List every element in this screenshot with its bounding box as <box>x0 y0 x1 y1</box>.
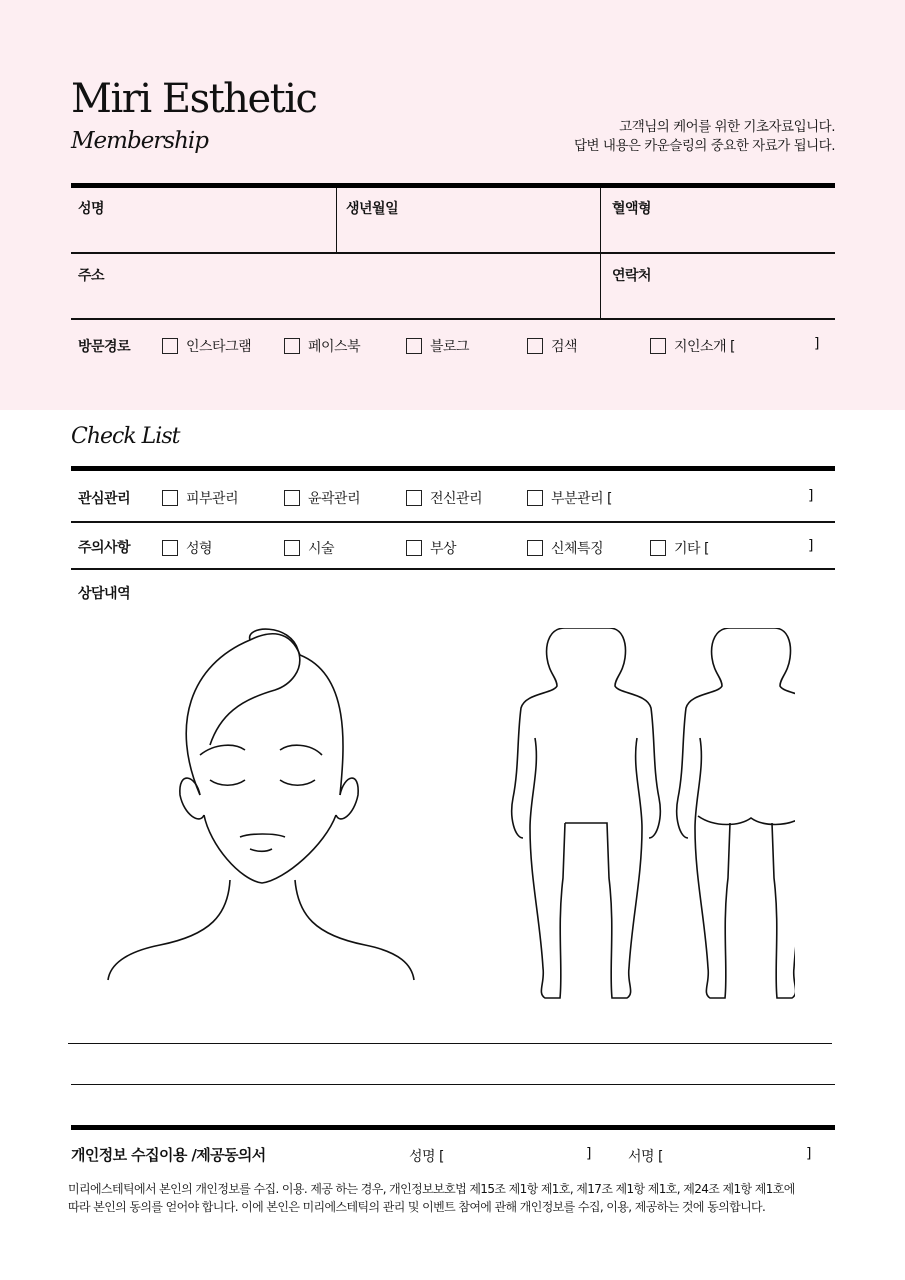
checkbox[interactable] <box>284 490 300 506</box>
face-illustration <box>100 625 430 985</box>
option-label: 기타 [ <box>674 541 709 557</box>
interest-option[interactable] <box>406 488 482 508</box>
consent-name-field[interactable]: 성명 [ <box>409 1149 444 1165</box>
blood-field[interactable]: 혈액형 <box>612 201 652 217</box>
checkbox[interactable] <box>527 338 543 354</box>
checkbox[interactable] <box>406 540 422 556</box>
option-label: 윤곽관리 <box>308 491 361 507</box>
option-label: 전신관리 <box>430 491 483 507</box>
option-label: 성형 <box>186 541 213 557</box>
visit-label: 방문경로 <box>78 339 131 355</box>
name-field[interactable]: 성명 <box>78 201 105 217</box>
bracket-close: ] <box>808 538 813 554</box>
consent-title: 개인정보 수집이용 /제공동의서 <box>71 1146 266 1164</box>
checkbox[interactable] <box>284 338 300 354</box>
checklist-title: Check List <box>71 424 180 449</box>
consent-text <box>68 1180 868 1216</box>
birth-field[interactable]: 생년월일 <box>346 201 399 217</box>
checkbox[interactable] <box>527 540 543 556</box>
interest-option[interactable] <box>162 488 238 508</box>
interest-option[interactable] <box>527 488 612 508</box>
checkbox[interactable] <box>650 338 666 354</box>
bracket-close: ] <box>586 1146 591 1162</box>
checkbox[interactable] <box>527 490 543 506</box>
contact-field[interactable]: 연락처 <box>612 268 652 284</box>
option-label: 검색 <box>551 339 578 355</box>
brand-subtitle: Membership <box>71 128 208 154</box>
consent-line: 따라 본인의 동의를 얻어야 합니다. 이에 본인은 미리에스테틱의 관리 및 이벤트 참여에 관해 개인정보를 수집, 이용, 제공하는 것에 동의합니다. <box>68 1200 766 1214</box>
address-field[interactable]: 주소 <box>78 268 105 284</box>
bracket-close: ] <box>814 336 819 352</box>
visit-option[interactable] <box>527 336 577 356</box>
checkbox[interactable] <box>406 490 422 506</box>
visit-option[interactable] <box>650 336 735 356</box>
divider <box>71 183 835 188</box>
option-label: 시술 <box>308 541 335 557</box>
caution-option[interactable] <box>650 538 709 558</box>
bracket-close: ] <box>808 488 813 504</box>
body-illustration <box>505 628 795 1003</box>
divider <box>71 568 835 570</box>
checkbox[interactable] <box>284 540 300 556</box>
divider <box>71 318 835 320</box>
visit-option[interactable] <box>406 336 469 356</box>
divider <box>71 521 835 523</box>
caution-option[interactable] <box>527 538 603 558</box>
visit-option[interactable] <box>162 336 251 356</box>
note-line[interactable] <box>71 1084 835 1085</box>
caution-label: 주의사항 <box>78 540 131 556</box>
checkbox[interactable] <box>650 540 666 556</box>
checkbox[interactable] <box>162 490 178 506</box>
checkbox[interactable] <box>162 540 178 556</box>
option-label: 지인소개 [ <box>674 339 736 355</box>
caution-option[interactable] <box>162 538 212 558</box>
interest-label: 관심관리 <box>78 491 131 507</box>
consent-line: 미리에스테틱에서 본인의 개인정보를 수집. 이용. 제공 하는 경우, 개인정보보호법 제15조 제1항 제1호, 제17조 제1항 제1호, 제24조 제1항 제1호에 <box>68 1182 795 1196</box>
intro-line: 답변 내용은 카운슬링의 중요한 자료가 됩니다. <box>573 138 835 154</box>
divider <box>71 252 835 254</box>
intro-text <box>574 118 835 156</box>
option-label: 부분관리 [ <box>551 491 613 507</box>
interest-option[interactable] <box>284 488 360 508</box>
option-label: 블로그 <box>430 339 470 355</box>
checkbox[interactable] <box>162 338 178 354</box>
visit-option[interactable] <box>284 336 360 356</box>
caution-option[interactable] <box>284 538 334 558</box>
divider <box>336 188 337 252</box>
option-label: 부상 <box>430 541 457 557</box>
consent-sign-field[interactable]: 서명 [ <box>628 1149 663 1165</box>
option-label: 페이스북 <box>308 339 361 355</box>
bracket-close: ] <box>806 1146 811 1162</box>
checkbox[interactable] <box>406 338 422 354</box>
divider <box>71 466 835 471</box>
option-label: 신체특징 <box>551 541 604 557</box>
option-label: 인스타그램 <box>186 339 252 355</box>
caution-option[interactable] <box>406 538 456 558</box>
divider <box>71 1125 835 1130</box>
consult-label: 상담내역 <box>78 586 131 602</box>
option-label: 피부관리 <box>186 491 239 507</box>
intro-line: 고객님의 케어를 위한 기초자료입니다. <box>619 119 835 135</box>
brand-title: Miri Esthetic <box>71 76 317 122</box>
note-line[interactable] <box>68 1043 832 1044</box>
